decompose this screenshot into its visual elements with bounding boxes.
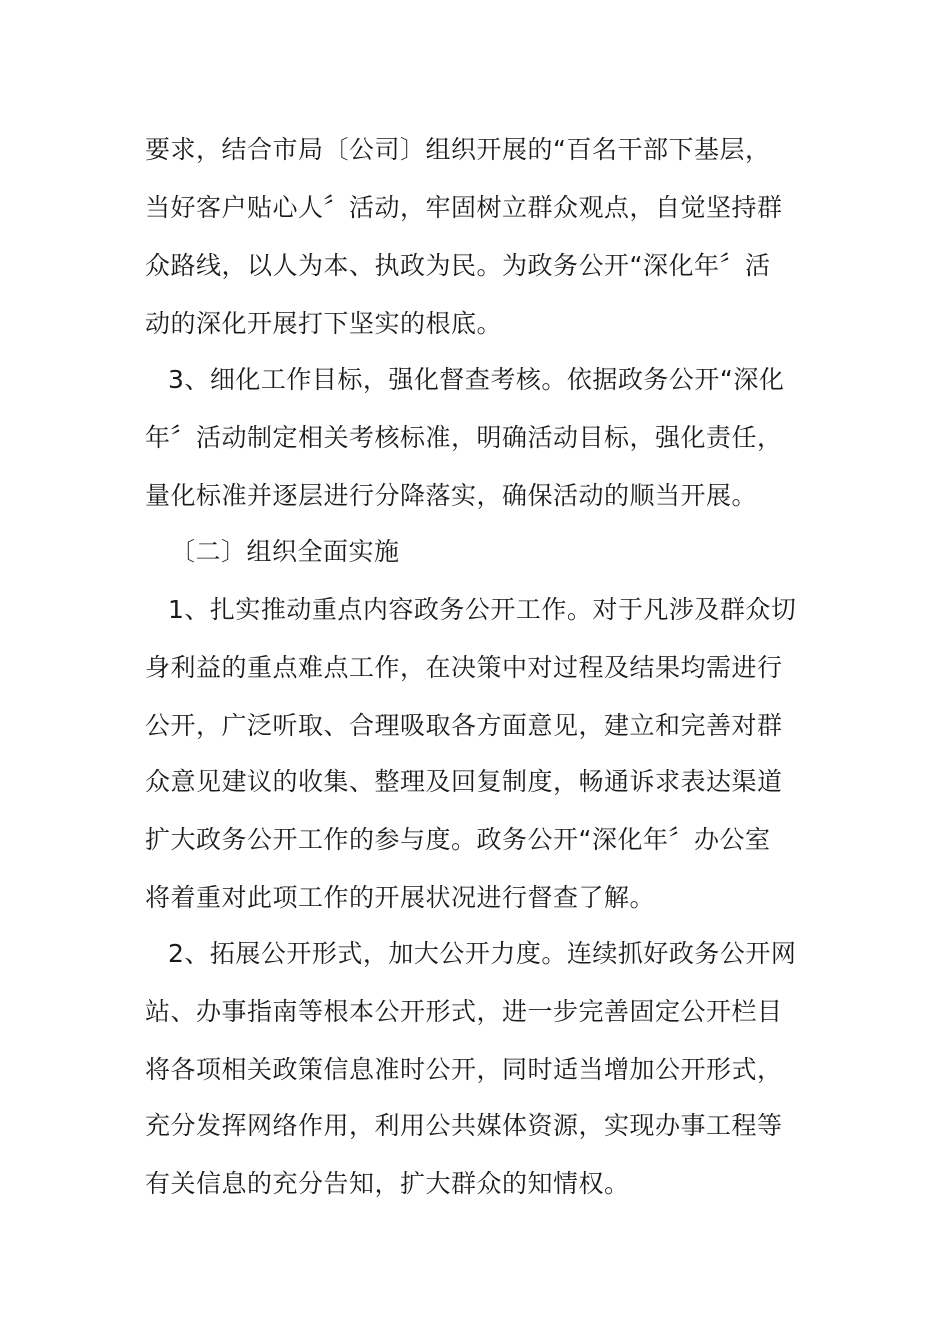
- text-line: 充分发挥网络作用，利用公共媒体资源，实现办事工程等: [145, 1111, 783, 1140]
- text-line: 公开，广泛听取、合理吸取各方面意见，建立和完善对群: [145, 711, 783, 740]
- text-line: 年〞活动制定相关考核标准，明确活动目标，强化责任，: [145, 423, 783, 452]
- text-line: 将着重对此项工作的开展状况进行督查了解。: [145, 883, 656, 912]
- text-line: 站、办事指南等根本公开形式，进一步完善固定公开栏目: [145, 997, 783, 1026]
- paragraph-start-line: 2、拓展公开形式，加大公开力度。连续抓好政务公开网: [168, 939, 797, 968]
- text-line: 动的深化开展打下坚实的根底。: [145, 309, 503, 338]
- text-line: 将各项相关政策信息准时公开，同时适当增加公开形式，: [145, 1055, 783, 1084]
- paragraph-start-line: 1、扎实推动重点内容政务公开工作。对于凡涉及群众切: [168, 595, 797, 624]
- text-line: 有关信息的充分告知，扩大群众的知情权。: [145, 1169, 630, 1198]
- text-line: 众意见建议的收集、整理及回复制度，畅通诉求表达渠道: [145, 767, 783, 796]
- text-line: 量化标准并逐层进行分降落实，确保活动的顺当开展。: [145, 481, 758, 510]
- text-line: 扩大政务公开工作的参与度。政务公开“深化年〞办公室: [145, 825, 771, 854]
- text-line: 众路线，以人为本、执政为民。为政务公开“深化年〞活: [145, 251, 771, 280]
- text-line: 当好客户贴心人〞活动，牢固树立群众观点，自觉坚持群: [145, 193, 783, 222]
- section-heading: 〔二〕组织全面实施: [170, 537, 400, 566]
- text-line: 身利益的重点难点工作，在决策中对过程及结果均需进行: [145, 653, 783, 682]
- paragraph-start-line: 3、细化工作目标，强化督查考核。依据政务公开“深化: [168, 365, 785, 394]
- text-line: 要求，结合市局〔公司〕组织开展的“百名干部下基层，: [145, 135, 771, 164]
